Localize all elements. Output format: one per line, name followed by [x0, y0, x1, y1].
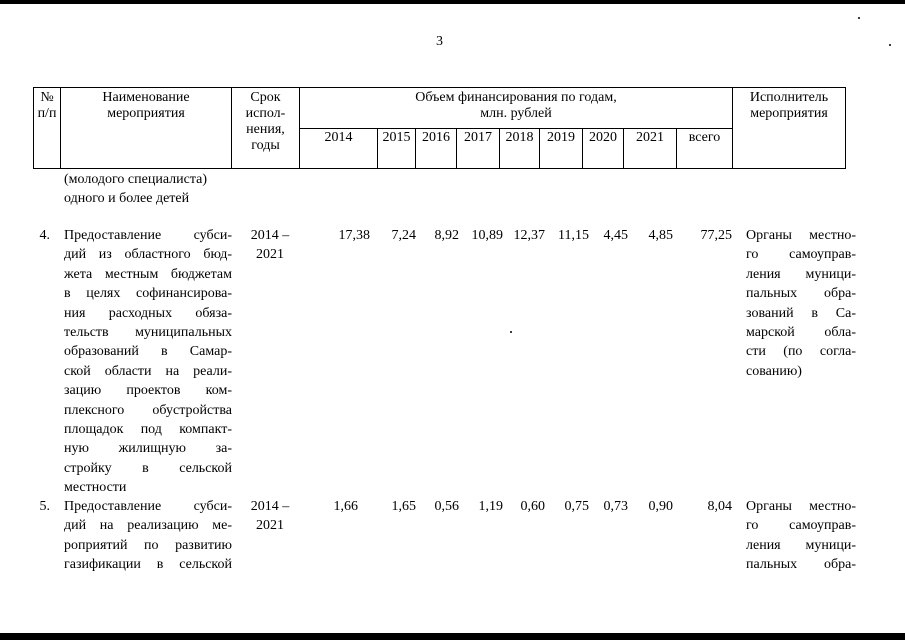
term-years: 2014 – 2021 [250, 499, 290, 534]
value-total: 77,25 [700, 228, 732, 243]
value-2018: 0,60 [520, 499, 545, 514]
value-2021: 0,90 [648, 499, 673, 514]
value-2021: 4,85 [648, 228, 673, 243]
value-2016: 0,56 [434, 499, 459, 514]
executor: Органы местно- го самоуправ- ления муници- пальных обра- зований в Са- марской обла- сти (по согла- сованию) [746, 228, 856, 379]
activity-name: (молодого специалиста) одного и более детей [64, 172, 208, 207]
row-number: 5. [39, 499, 50, 514]
value-2015: 7,24 [391, 228, 416, 243]
term-years: 2014 – 2021 [250, 228, 290, 263]
value-2017: 10,89 [471, 228, 503, 243]
page-number: 3 [436, 34, 443, 49]
value-2018: 12,37 [513, 228, 545, 243]
page-bottom-border [0, 633, 905, 640]
value-2020: 0,73 [603, 499, 628, 514]
value-2019: 11,15 [558, 228, 589, 243]
header-term: Срок испол- нения, годы [232, 88, 300, 169]
header-financing: Объем финансирования по годам, млн. рублей [300, 88, 733, 129]
value-2015: 1,65 [391, 499, 416, 514]
activity-name: Предоставление субси- дий на реализацию ме- роприятий по развитию газификации в сельской [64, 499, 232, 573]
header-year: 2014 [300, 129, 378, 169]
header-year: 2018 [500, 129, 540, 169]
header-year: 2015 [378, 129, 416, 169]
row-number: 4. [39, 228, 50, 243]
value-2017: 1,19 [478, 499, 503, 514]
value-2014: 17,38 [338, 228, 370, 243]
scan-speck [889, 44, 891, 46]
header-name: Наименование мероприятия [61, 88, 232, 169]
table-header [33, 87, 846, 169]
scan-speck [858, 17, 860, 19]
value-2020: 4,45 [603, 228, 628, 243]
value-total: 8,04 [707, 499, 732, 514]
header-executor: Исполнитель мероприятия [733, 88, 846, 169]
header-year: 2016 [416, 129, 457, 169]
value-2019: 0,75 [564, 499, 589, 514]
value-2014: 1,66 [333, 499, 358, 514]
executor: Органы местно- го самоуправ- ления муници- пальных обра- [746, 499, 856, 573]
header-year: 2017 [457, 129, 500, 169]
page-top-border [0, 0, 905, 4]
header-total: всего [677, 129, 733, 169]
scan-speck [510, 331, 512, 333]
header-num: № п/п [34, 88, 61, 169]
header-year: 2021 [624, 129, 677, 169]
value-2016: 8,92 [434, 228, 459, 243]
header-year: 2019 [540, 129, 583, 169]
header-year: 2020 [583, 129, 624, 169]
activity-name: Предоставление субси- дий из областного бюд- жета местным бюджетам в целях софинансирова- ния расходных обяза- тельств муниципальных образований в Самар- ской области на реали- зацию проектов ком- плексного обустройства площадок под компакт- ную жилищную за- стройку в сельской местности [64, 228, 232, 496]
